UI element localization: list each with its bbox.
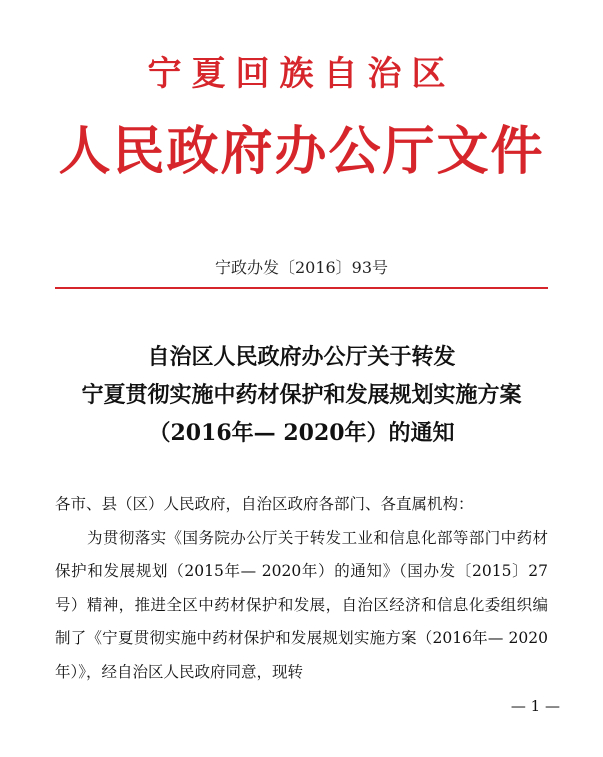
document-number: 宁政办发〔2016〕93号 [214,258,389,277]
red-divider-line [55,287,548,289]
document-body [55,488,548,689]
title-line-3: （2016年— 2020年）的通知 [148,420,455,446]
title-line-1: 自治区人民政府办公厅关于转发 [147,344,456,370]
body-paragraph: 为贯彻落实《国务院办公厅关于转发工业和信息化部等部门中药材保护和发展规划（2015年— 2020年）的通知》（国办发〔2015〕27号）精神，推进全区中药材保护和发展，自治区经济和信息化委组织编制了《宁夏贯彻实施中药材保护和发展规划实施方案（2016年— 2020年）》，经自治区人民政府同意，现转 [55,528,548,681]
issuer-header-office: 人民政府办公厅文件 [58,121,545,182]
salutation: 各市、县（区）人民政府，自治区政府各部门、各直属机构： [55,495,474,513]
issuer-header-region: 宁夏回族自治区 [147,54,456,94]
title-line-2: 宁夏贯彻实施中药材保护和发展规划实施方案 [81,382,522,408]
page-number: — 1 — [510,697,560,715]
document-title [0,338,603,452]
